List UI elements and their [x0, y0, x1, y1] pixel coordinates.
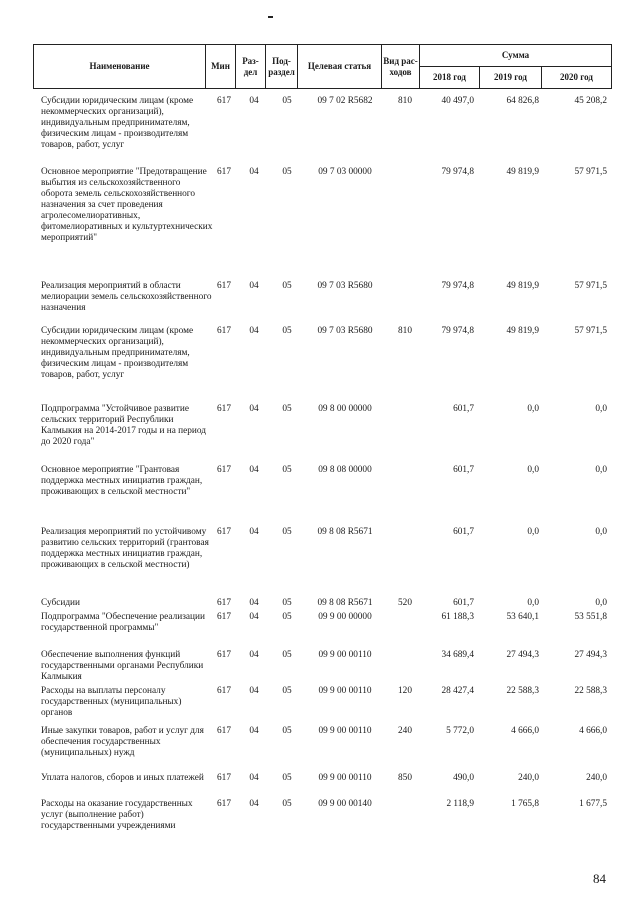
cell-cs: 09 7 02 R5682: [317, 96, 373, 106]
cell-y19: 0,0: [527, 465, 539, 475]
cell-y20: 53 551,8: [574, 612, 607, 622]
cell-min: 617: [217, 465, 231, 475]
page-number: 84: [593, 871, 606, 886]
cell-name: Расходы на оказание государственных услуг (выполнение работ) государственными учреждениями: [41, 799, 193, 831]
cell-y18: 601,7: [453, 527, 474, 537]
cell-razd: 04: [249, 650, 259, 660]
cell-podr: 05: [282, 799, 292, 809]
cell-cs: 09 8 08 R5671: [317, 598, 373, 608]
cell-y20: 0,0: [595, 465, 607, 475]
cell-razd: 04: [249, 598, 259, 608]
cell-razd: 04: [249, 96, 259, 106]
cell-y19: 64 826,8: [506, 96, 539, 106]
cell-y20: 57 971,5: [574, 326, 607, 336]
cell-podr: 05: [282, 650, 292, 660]
cell-y20: 27 494,3: [574, 650, 607, 660]
cell-name: Реализация мероприятий по устойчивому развитию сельских территорий (грантовая поддержка местных инициатив граждан, проживающих в сельской местности): [41, 527, 209, 570]
cell-y18: 79 974,8: [441, 281, 474, 291]
cell-cs: 09 7 03 R5680: [317, 326, 373, 336]
cell-name: Подпрограмма "Устойчивое развитие сельских территорий Республики Калмыкия на 2014-2017 годы и на период до 2020 года": [41, 404, 207, 447]
cell-name: Уплата налогов, сборов и иных платежей: [41, 773, 204, 783]
cell-min: 617: [217, 612, 231, 622]
cell-vr: 810: [398, 96, 412, 106]
cell-y19: 0,0: [527, 527, 539, 537]
cell-min: 617: [217, 326, 231, 336]
header-vid: Вид рас-ходов: [382, 45, 420, 89]
cell-y20: 57 971,5: [574, 167, 607, 177]
cell-razd: 04: [249, 465, 259, 475]
cell-vr: 850: [398, 773, 412, 783]
cell-name: Иные закупки товаров, работ и услуг для обеспечения государственных (муниципальных) нужд: [41, 726, 204, 758]
cell-y20: 45 208,2: [574, 96, 607, 106]
cell-name: Обеспечение выполнения функций государственными органами Республики Калмыкия: [41, 650, 204, 682]
cell-y18: 40 497,0: [441, 96, 474, 106]
cell-razd: 04: [249, 612, 259, 622]
cell-vr: 810: [398, 326, 412, 336]
cell-name: Субсидии юридическим лицам (кроме некоммерческих организаций), индивидуальным предпринимателям, физическим лицам - производителям товаров, работ, услуг: [41, 326, 194, 380]
cell-y20: 22 588,3: [574, 686, 607, 696]
cell-podr: 05: [282, 96, 292, 106]
cell-cs: 09 9 00 00110: [318, 726, 372, 736]
header-podrazdel: Под-раздел: [266, 45, 298, 89]
cell-y19: 27 494,3: [506, 650, 539, 660]
cell-cs: 09 9 00 00110: [318, 686, 372, 696]
cell-min: 617: [217, 773, 231, 783]
header-2018: 2018 год: [420, 67, 480, 89]
cell-razd: 04: [249, 726, 259, 736]
cell-podr: 05: [282, 167, 292, 177]
cell-y19: 240,0: [518, 773, 539, 783]
cell-y20: 0,0: [595, 598, 607, 608]
cell-razd: 04: [249, 527, 259, 537]
header-target: Целевая статья: [298, 45, 382, 89]
cell-min: 617: [217, 726, 231, 736]
cell-name: Субсидии юридическим лицам (кроме некоммерческих организаций), индивидуальным предпринимателям, физическим лицам - производителям товаров, работ, услуг: [41, 96, 194, 150]
header-name: Наименование: [34, 45, 206, 89]
cell-y20: 57 971,5: [574, 281, 607, 291]
header-2020: 2020 год: [542, 67, 612, 89]
cell-y18: 28 427,4: [441, 686, 474, 696]
cell-y19: 49 819,9: [506, 281, 539, 291]
cell-min: 617: [217, 686, 231, 696]
cell-y19: 49 819,9: [506, 167, 539, 177]
cell-min: 617: [217, 96, 231, 106]
cell-podr: 05: [282, 612, 292, 622]
cell-min: 617: [217, 598, 231, 608]
cell-y18: 2 118,9: [446, 799, 474, 809]
header-min: Мин: [206, 45, 236, 89]
cell-y18: 34 689,4: [441, 650, 474, 660]
cell-cs: 09 9 00 00110: [318, 773, 372, 783]
cell-y19: 0,0: [527, 598, 539, 608]
cell-y19: 0,0: [527, 404, 539, 414]
cell-name: Реализация мероприятий в области мелиорации земель сельскохозяйственного назначения: [41, 281, 212, 313]
cell-vr: 240: [398, 726, 412, 736]
cell-podr: 05: [282, 404, 292, 414]
header-sum: Сумма: [420, 45, 612, 67]
cell-min: 617: [217, 527, 231, 537]
cell-y18: 490,0: [453, 773, 474, 783]
cell-y18: 5 772,0: [446, 726, 474, 736]
cell-podr: 05: [282, 686, 292, 696]
header-2019: 2019 год: [480, 67, 542, 89]
cell-podr: 05: [282, 527, 292, 537]
cell-cs: 09 8 00 00000: [318, 404, 372, 414]
cell-cs: 09 7 03 00000: [318, 167, 372, 177]
cell-y19: 49 819,9: [506, 326, 539, 336]
cell-podr: 05: [282, 726, 292, 736]
cell-podr: 05: [282, 281, 292, 291]
cell-y20: 4 666,0: [579, 726, 607, 736]
cell-y20: 240,0: [586, 773, 607, 783]
cell-min: 617: [217, 281, 231, 291]
cell-razd: 04: [249, 773, 259, 783]
cell-y19: 53 640,1: [506, 612, 539, 622]
cell-y18: 601,7: [453, 465, 474, 475]
cell-cs: 09 8 08 00000: [318, 465, 372, 475]
cell-y19: 1 765,8: [511, 799, 539, 809]
cell-min: 617: [217, 404, 231, 414]
cell-cs: 09 7 03 R5680: [317, 281, 373, 291]
cell-y18: 79 974,8: [441, 326, 474, 336]
cell-cs: 09 8 08 R5671: [317, 527, 373, 537]
cell-cs: 09 9 00 00140: [318, 799, 372, 809]
cell-razd: 04: [249, 167, 259, 177]
cell-vr: 520: [398, 598, 412, 608]
cell-y18: 79 974,8: [441, 167, 474, 177]
cell-podr: 05: [282, 773, 292, 783]
cell-name: Подпрограмма "Обеспечение реализации государственной программы": [41, 612, 205, 633]
cell-razd: 04: [249, 799, 259, 809]
header-razdel: Раз-дел: [236, 45, 266, 89]
cell-name: Основное мероприятие "Предотвращение выбытия из сельскохозяйственного оборота земель сельскохозяйственного назначения за счет проведения агролесомелиоративных, фитомелиоративных и культуртехнических мероприятий": [41, 167, 213, 243]
cell-y18: 601,7: [453, 404, 474, 414]
cell-razd: 04: [249, 326, 259, 336]
cell-y19: 4 666,0: [511, 726, 539, 736]
cell-y20: 1 677,5: [579, 799, 607, 809]
cell-razd: 04: [249, 686, 259, 696]
cell-y20: 0,0: [595, 404, 607, 414]
cell-name: Основное мероприятие "Грантовая поддержка местных инициатив граждан, проживающих в сельской местности": [41, 465, 203, 497]
cell-name: Расходы на выплаты персоналу государственных (муниципальных) органов: [41, 686, 182, 718]
cell-podr: 05: [282, 326, 292, 336]
cell-y19: 22 588,3: [506, 686, 539, 696]
cell-vr: 120: [398, 686, 412, 696]
cell-min: 617: [217, 650, 231, 660]
cell-cs: 09 9 00 00110: [318, 650, 372, 660]
cell-y20: 0,0: [595, 527, 607, 537]
cell-cs: 09 9 00 00000: [318, 612, 372, 622]
cell-name: Субсидии: [41, 598, 81, 608]
cell-podr: 05: [282, 465, 292, 475]
cell-y18: 601,7: [453, 598, 474, 608]
cell-razd: 04: [249, 281, 259, 291]
cell-min: 617: [217, 799, 231, 809]
cell-razd: 04: [249, 404, 259, 414]
cell-podr: 05: [282, 598, 292, 608]
cell-y18: 61 188,3: [441, 612, 474, 622]
cell-min: 617: [217, 167, 231, 177]
